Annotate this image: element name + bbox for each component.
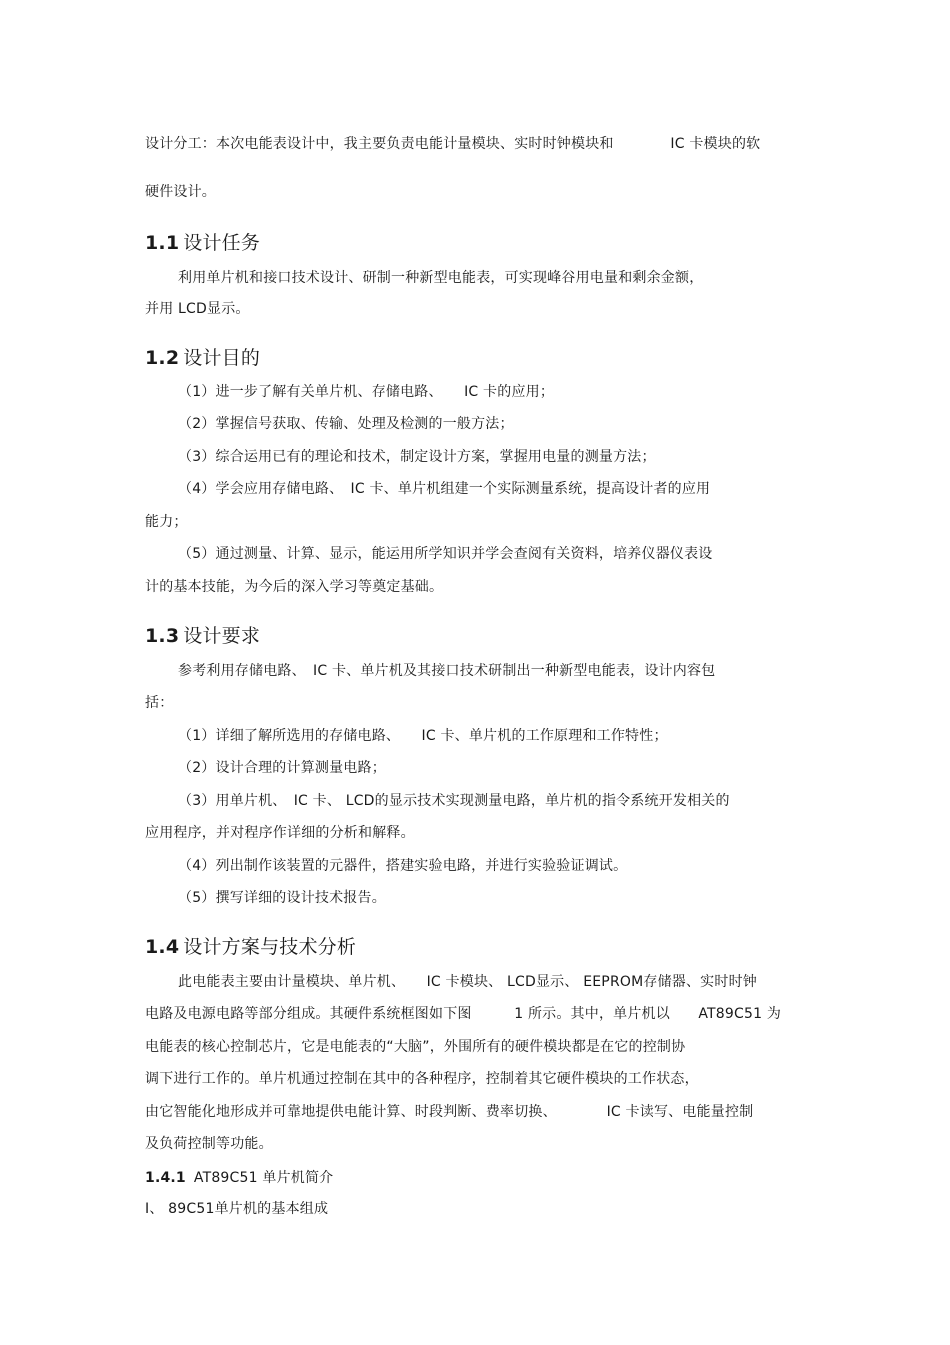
list-item-line: （5）撰写详细的设计技术报告。 <box>178 890 386 906</box>
paragraph-line: 此电能表主要由计量模块、单片机、 IC 卡模块、 LCD显示、 EEPROM存储器、实时时钟 <box>178 974 757 990</box>
list-item-line: （5）通过测量、计算、显示，能运用所学知识并学会查阅有关资料，培养仪器仪表设 <box>178 546 713 562</box>
heading-title: 设计要求 <box>183 625 261 647</box>
subsection-number: 1.4.1 <box>145 1170 186 1186</box>
list-item-line: （4）学会应用存储电路、 IC 卡、单片机组建一个实际测量系统，提高设计者的应用 <box>178 481 711 497</box>
heading-title: 设计目的 <box>183 347 261 369</box>
heading-1-2 <box>145 345 260 371</box>
heading-title: 设计方案与技术分析 <box>183 936 357 958</box>
heading-number: 1.1 <box>145 232 180 254</box>
item-heading: Ⅰ、 89C51单片机的基本组成 <box>145 1201 329 1217</box>
heading-1-4 <box>145 934 356 960</box>
paragraph-line: 调下进行工作的。单片机通过控制在其中的各种程序，控制着其它硬件模块的工作状态， <box>145 1071 699 1087</box>
list-item-line: （2）掌握信号获取、传输、处理及检测的一般方法； <box>178 416 514 432</box>
list-item-line: 应用程序，并对程序作详细的分析和解释。 <box>145 825 415 841</box>
list-item-line: （2）设计合理的计算测量电路； <box>178 760 386 776</box>
paragraph-line: 利用单片机和接口技术设计、研制一种新型电能表，可实现峰谷用电量和剩余金额， <box>178 270 704 286</box>
paragraph-line: 由它智能化地形成并可靠地提供电能计算、时段判断、费率切换、 IC 卡读写、电能量控制 <box>145 1104 754 1120</box>
paragraph-line: 并用 LCD显示。 <box>145 301 250 317</box>
list-item-line: 计的基本技能，为今后的深入学习等奠定基础。 <box>145 579 444 595</box>
list-item-line: （1）进一步了解有关单片机、存储电路、 IC 卡的应用； <box>178 384 555 400</box>
intro-line-2: 硬件设计。 <box>145 184 216 200</box>
heading-title: 设计任务 <box>183 232 261 254</box>
heading-1-3 <box>145 623 260 649</box>
list-item-line: （4）列出制作该装置的元器件，搭建实验电路，并进行实验验证调试。 <box>178 858 628 874</box>
paragraph-line: 括： <box>145 695 174 711</box>
subsection-heading <box>145 1168 333 1188</box>
paragraph-line: 电能表的核心控制芯片，它是电能表的“大脑”，外围所有的硬件模块都是在它的控制协 <box>145 1039 686 1055</box>
heading-1-1 <box>145 230 260 256</box>
list-item-line: （1）详细了解所选用的存储电路、 IC 卡、单片机的工作原理和工作特性； <box>178 728 668 744</box>
paragraph-line: 及负荷控制等功能。 <box>145 1136 273 1152</box>
list-item-line: 能力； <box>145 514 188 530</box>
intro-line-1: 设计分工：本次电能表设计中，我主要负责电能计量模块、实时时钟模块和 IC 卡模块的软 <box>145 136 761 152</box>
paragraph-line: 电路及电源电路等部分组成。其硬件系统框图如下图 1 所示。其中，单片机以 AT89C51 为 <box>145 1006 782 1022</box>
heading-number: 1.3 <box>145 625 180 647</box>
paragraph-line: 参考利用存储电路、 IC 卡、单片机及其接口技术研制出一种新型电能表，设计内容包 <box>178 663 716 679</box>
heading-number: 1.2 <box>145 347 180 369</box>
subsection-title: AT89C51 单片机简介 <box>193 1170 334 1186</box>
list-item-line: （3）用单片机、 IC 卡、 LCD的显示技术实现测量电路，单片机的指令系统开发相关的 <box>178 793 730 809</box>
list-item-line: （3）综合运用已有的理论和技术，制定设计方案，掌握用电量的测量方法； <box>178 449 656 465</box>
heading-number: 1.4 <box>145 936 180 958</box>
